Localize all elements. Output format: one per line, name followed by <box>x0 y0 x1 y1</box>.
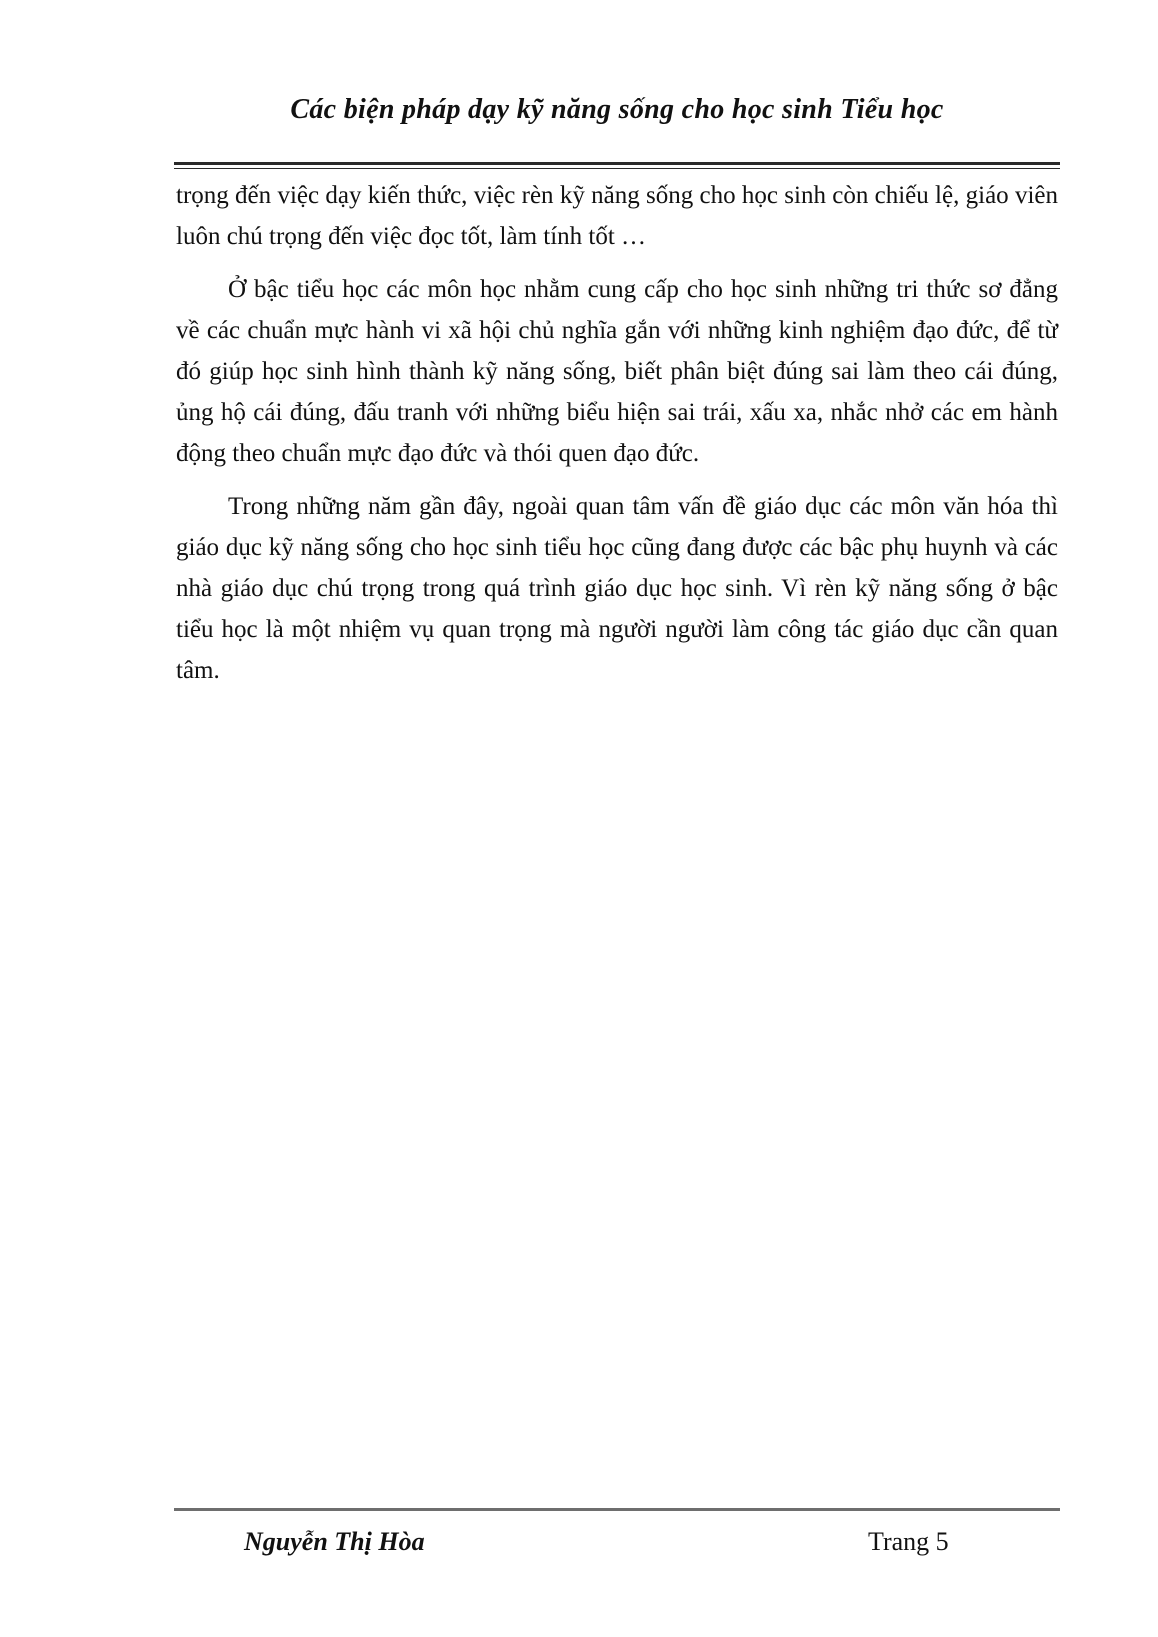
document-body <box>176 175 1058 703</box>
header-divider-thick <box>174 162 1060 165</box>
page-number: Trang 5 <box>868 1527 949 1556</box>
footer-author: Nguyễn Thị Hòa <box>244 1527 425 1556</box>
header-divider-thin <box>174 168 1060 169</box>
paragraph: Trong những năm gần đây, ngoài quan tâm vấn đề giáo dục các môn văn hóa thì giáo dục kỹ năng sống cho học sinh tiểu học cũng đang được các bậc phụ huynh và các nhà giáo dục chú trọng trong quá trình giáo dục học sinh. Vì rèn kỹ năng sống ở bậc tiểu học là một nhiệm vụ quan trọng mà người người làm công tác giáo dục cần quan tâm. <box>176 493 1058 684</box>
page-header-title: Các biện pháp dạy kỹ năng sống cho học sinh Tiểu học <box>290 94 944 125</box>
paragraph: Ở bậc tiểu học các môn học nhằm cung cấp cho học sinh những tri thức sơ đẳng về các chuẩn mực hành vi xã hội chủ nghĩa gắn với những kinh nghiệm đạo đức, để từ đó giúp học sinh hình thành kỹ năng sống, biết phân biệt đúng sai làm theo cái đúng, ủng hộ cái đúng, đấu tranh với những biểu hiện sai trái, xấu xa, nhắc nhở các em hành động theo chuẩn mực đạo đức và thói quen đạo đức. <box>176 276 1058 467</box>
footer-divider <box>174 1508 1060 1511</box>
paragraph-continued: trọng đến việc dạy kiến thức, việc rèn kỹ năng sống cho học sinh còn chiếu lệ, giáo viên luôn chú trọng đến việc đọc tốt, làm tính tốt … <box>176 182 1058 250</box>
